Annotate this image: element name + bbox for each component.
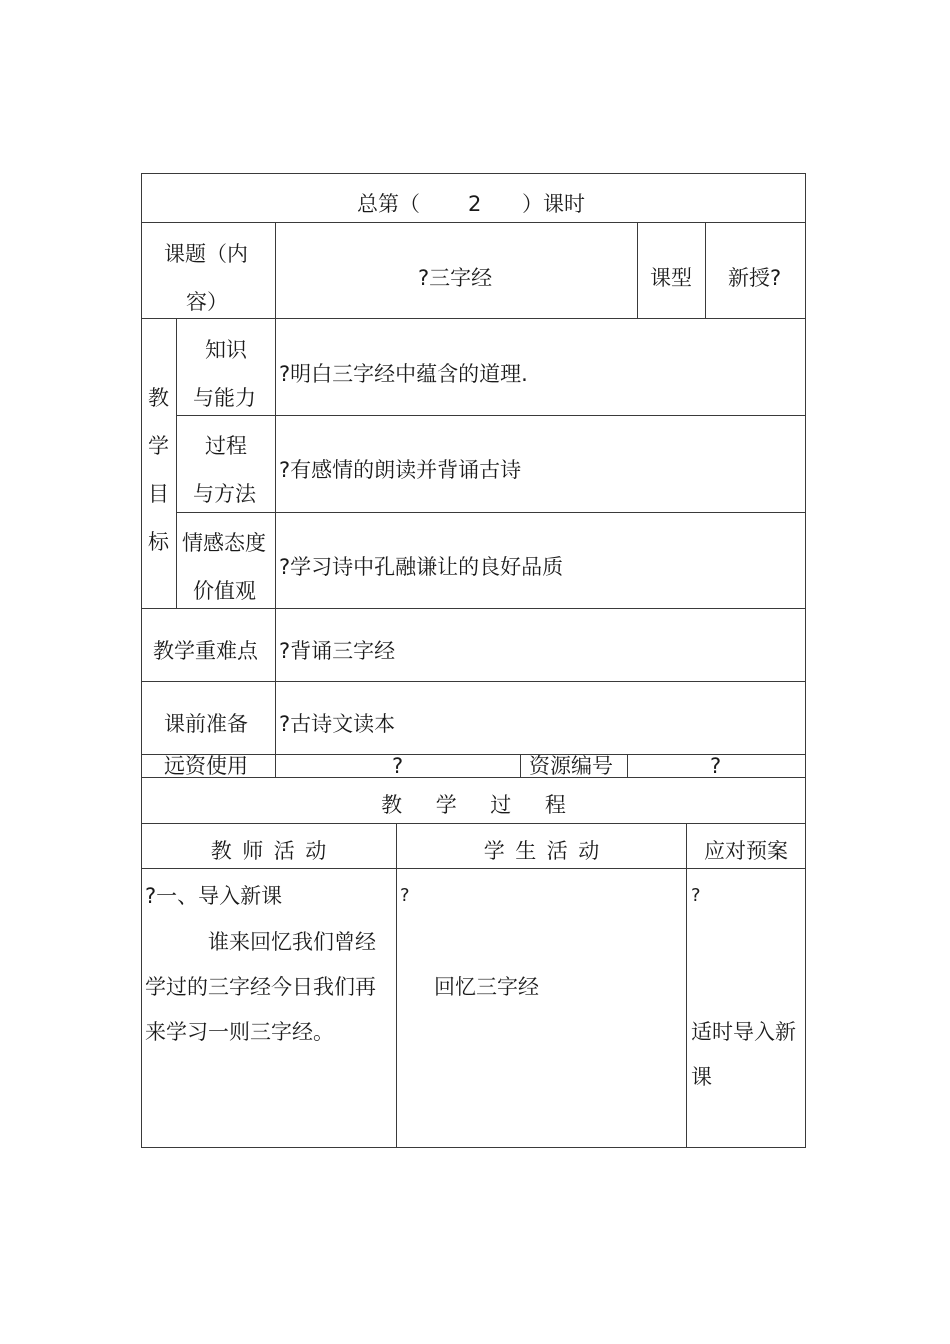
preparation-label: 课前准备 [164, 712, 248, 736]
row-divider [176, 415, 806, 416]
table-border-bottom [141, 1147, 806, 1148]
row-divider [141, 222, 806, 223]
objective-value: ?学习诗中孔融谦让的良好品质 [279, 555, 564, 579]
topic-label: 容） [186, 290, 228, 314]
response-plan-line: 适时导入新 [691, 1020, 796, 1044]
process-title: 教学过程 [381, 793, 600, 817]
remote-label: 远资使用 [164, 754, 248, 778]
student-activity-header: 学生活动 [483, 839, 610, 863]
key-points-label: 教学重难点 [153, 639, 258, 663]
student-activity-mark: ? [400, 885, 410, 906]
column-divider [176, 318, 177, 609]
table-border-top [141, 173, 806, 174]
lesson-type-label: 课型 [650, 266, 692, 290]
row-divider [141, 823, 806, 824]
student-activity-text: 回忆三字经 [434, 975, 539, 999]
column-divider [275, 222, 276, 778]
topic-value: ?三字经 [418, 266, 493, 290]
objective-label: 与能力 [193, 386, 256, 410]
objective-label: 情感态度 [182, 531, 266, 555]
column-divider [396, 823, 397, 1148]
column-divider [705, 222, 706, 319]
column-divider [637, 222, 638, 319]
table-border-left [141, 173, 142, 1148]
topic-label: 课题（内 [164, 242, 248, 266]
objective-label: 价值观 [193, 579, 256, 603]
teacher-activity-line: ?一、导入新课 [145, 884, 283, 908]
teacher-activity-line: 来学习一则三字经。 [145, 1020, 334, 1044]
response-plan-header: 应对预案 [704, 839, 788, 863]
row-divider [141, 868, 806, 869]
objective-value: ?有感情的朗读并背诵古诗 [279, 458, 522, 482]
column-divider [627, 754, 628, 778]
remote-value: ? [392, 754, 404, 778]
header-suffix: ）课时 [522, 192, 585, 216]
teacher-activity-header: 教师活动 [210, 839, 337, 863]
row-divider [176, 512, 806, 513]
key-points-value: ?背诵三字经 [279, 639, 396, 663]
teacher-activity-line: 谁来回忆我们曾经 [208, 930, 376, 954]
preparation-value: ?古诗文读本 [279, 712, 396, 736]
table-border-right [805, 173, 806, 1148]
lesson-number: 2 [468, 192, 482, 216]
header-prefix: 总第（ [357, 192, 420, 216]
objective-label: 过程 [205, 434, 247, 458]
teacher-activity-line: 学过的三字经今日我们再 [145, 975, 376, 999]
column-divider [520, 754, 521, 778]
row-divider [141, 681, 806, 682]
lesson-type-value: 新授? [728, 266, 782, 290]
objectives-group-label: 标 [148, 530, 169, 554]
objective-label: 与方法 [193, 482, 256, 506]
objectives-group-label: 教 [148, 386, 169, 410]
response-plan-mark: ? [691, 885, 701, 906]
row-divider [141, 608, 806, 609]
resource-number-value: ? [710, 754, 722, 778]
response-plan-line: 课 [691, 1065, 712, 1089]
column-divider [686, 823, 687, 1148]
objective-label: 知识 [205, 338, 247, 362]
objectives-group-label: 学 [148, 434, 169, 458]
row-divider [141, 318, 806, 319]
resource-number-label: 资源编号 [529, 754, 613, 778]
objective-value: ?明白三字经中蕴含的道理. [279, 362, 528, 386]
objectives-group-label: 目 [148, 482, 169, 506]
